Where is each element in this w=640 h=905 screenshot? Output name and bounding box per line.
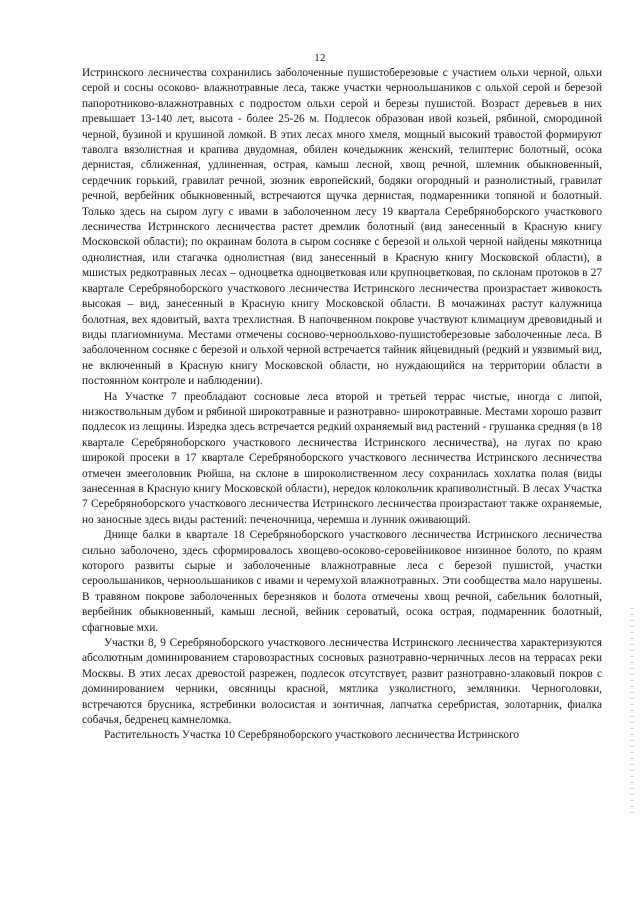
scan-edge-marks: [630, 608, 634, 818]
paragraph-2: На Участке 7 преобладают сосновые леса второй и третьей террас чистые, иногда с липой, низкоствольным дубом и рябиной широкотравные и разнотравно- широкотравные. Местами хорошо развит подлесок из лещины. Изредка здесь встречается редкий охраняемый вид растений - грушанка средняя (в 18 квартале Серебряноборского участкового лесничества Истринского лесничества), на лугах по краю широкой просеки в 17 квартале Серебряноборского участкового лесничества Истринского лесничества отмечен змееголовник Рюйша, на склоне в широколиственном лесу сохранилась хохлатка полая (виды занесенная в Красную книгу Московской области), нередок колокольчик крапиволистный. В лесах Участка 7 Серебряноборского участкового лесничества Истринского лесничества произрастают также охраняемые, но заносные здесь виды растений: печеночница, черемша и лунник оживающий.: [82, 390, 602, 526]
page-number: 12: [314, 52, 326, 64]
paragraph-4: Участки 8, 9 Серебряноборского участкового лесничества Истринского лесничества характеризуются абсолютным доминированием старовозрастных сосновых разнотравно-черничных лесов на террасах реки Москвы. В этих лесах древостой разрежен, подлесок отсутствует, развит разнотравно-злаковый покров с доминированием черники, овсяницы красной, мятлика узколистного, земляники. Черноголовки, встречаются брусника, ястребинки волосистая и зонтичная, лапчатка серебристая, золотарник, фиалка собачья, бедренец камнеломка.: [82, 637, 602, 727]
paragraph-1: Истринского лесничества сохранились заболоченные пушистоберезовые с участием ольхи черной, ольхи серой и сосны осоково- влажнотравные леса, также участки черноольшаников с ольхой серой и березой папоротниково-влажнотравных с подростом ольхи серой и березы пушистой. Возраст деревьев в них превышает 13-140 лет, высота - более 25-26 м. Подлесок образован ивой козьей, рябиной, смородиной черной, бузиной и крушиной ломкой. В этих лесах много хмеля, мощный высокий травостой формируют таволга вязолистная и крапива двудомная, обилен кочедыжник женский, телиптерис болотный, осока дернистая, сближенная, удлиненная, острая, камыш лесной, хвощ речной, шлемник обыкновенный, сердечник горький, гравилат речной, зюзник европейский, бодяки огородный и разнолистный, гравилат речной, вербейник обыкновенный, встречаются щучка дернистая, подмаренники топяной и болотный. Только здесь на сыром лугу с ивами в заболоченном лесу 19 квартала Серебряноборского участкового лесничества Истринского лесничества растет дремлик болотный (вид занесенный в Красную книгу Московской области); по окраинам болота в сыром сосняке с березой и ольхой черной найдены мякотница однолистная, или стагачка однолистная (вид занесенный в Красную книгу Московской области), в мшистых редкотравных лесах – одноцветка одноцветковая или крупноцветковая, по склонам протоков в 27 квартале Серебряноборского участкового лесничества Истринского лесничества произрастает живокость высокая – вид, занесенный в Красную книгу Московской области. В мочажинах растут калужница болотная, вех ядовитый, вахта трехлистная. В напочвенном покрове участвуют климациум древовидный и виды плагиомниума. Местами отмечены сосново-черноольхово-пушистоберезовые заболоченные леса. В заболоченном сосняке с березой и ольхой черной встречается тайник яйцевидный (редкий и уязвимый вид, не включенный в Красную книгу Московской области, но нуждающийся на территории области в постоянном контроле и наблюдении).: [82, 67, 602, 388]
paragraph-3: Днище балки в квартале 18 Серебряноборского участкового лесничества Истринского лесничества сильно заболочено, здесь сформировалось хвощево-осоково-серовейниковое низинное болото, по краям которого развиты сырые и заболоченные влажнотравные леса с березой пушистой, участки сероольшаников, черноольшаников с ивами и черемухой влажнотравных. Эти сообщества мало нарушены. В травяном покрове заболоченных березняков и болота отмечены хвощ речной, сабельник болотный, вербейник обыкновенный, камыш лесной, вейник сероватый, осока острая, подмаренник болотный, сфагновые мхи.: [82, 529, 602, 634]
paragraph-5: Растительность Участка 10 Серебряноборского участкового лесничества Истринского: [104, 729, 520, 742]
document-body: [82, 66, 602, 744]
